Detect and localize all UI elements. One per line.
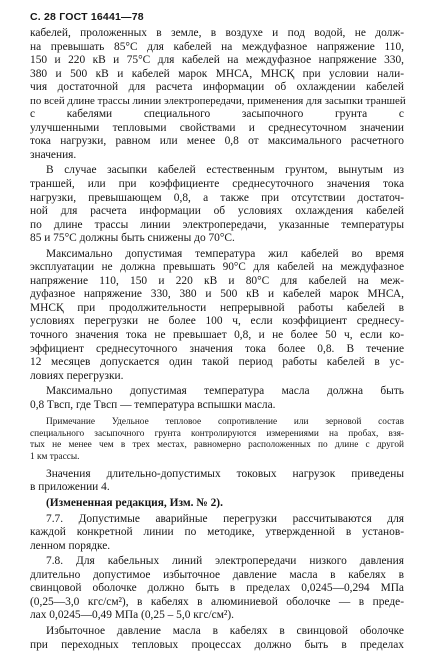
text-line: (Измененная редакция, Изм. № 2). — [30, 497, 404, 511]
amendment-note — [30, 497, 404, 511]
text-line: 7.8. Для кабельных линий электропередачи низкого давления — [30, 555, 404, 569]
note-line: Примечание Удельное тепловое сопротивление или зерновой состав — [30, 417, 404, 428]
paragraph-long-term-loads — [30, 468, 404, 495]
text-line: Значения длительно-допустимых токовых нагрузок приведены — [30, 468, 404, 482]
text-line: при переходных тепловых процессах должно быть в пределах — [30, 639, 404, 652]
text-line: по длине трассы линии электропередачи, указанные температуры — [30, 219, 404, 233]
text-line: 0,8 Tвсп, где Tвсп — температура вспышки масла. — [30, 399, 404, 413]
text-line: лах 0,0245—0,49 МПа (0,25 – 5,0 кгс/см²). — [30, 609, 404, 623]
document-page — [30, 11, 404, 652]
running-header: С. 28 ГОСТ 16441—78 — [30, 11, 404, 23]
text-line: Избыточное давление масла в кабелях в свинцовой оболочке — [30, 625, 404, 639]
text-line: 12 месяцев допускается один такой период работы кабелей в ус- — [30, 356, 404, 370]
text-line: эффициент среднесуточного значения тока более 0,8. В течение — [30, 343, 404, 357]
text-line: 150 и 220 кВ и 75°С для кабелей на междуфазное напряжение 330, — [30, 54, 404, 68]
note-line: специального засыпочного грунта контролируются измерениями на пробах, взя- — [30, 429, 404, 440]
paragraph-max-oil-temperature — [30, 385, 404, 412]
text-line: свинцовой оболочке должно быть в пределах 0,0245—0,294 МПа — [30, 582, 404, 596]
text-line: с кабелями специального засыпочного грунта с — [30, 108, 404, 122]
text-line: ленном порядке. — [30, 540, 404, 554]
text-line: условиях перегрузки не более 100 ч, если коэффициент среднесу- — [30, 315, 404, 329]
text-line: 85 и 75°С должны быть снижены до 70°С. — [30, 232, 404, 246]
paragraph-transient-oil-pressure — [30, 625, 404, 652]
paragraph-max-conductor-temperature — [30, 248, 404, 383]
text-line: тока нагрузки, равном или менее 0,8 от максимального расчетного — [30, 135, 404, 149]
text-line: каждой конкретной линии по методике, утвержденной в установ- — [30, 526, 404, 540]
text-line: 380 и 500 кВ и кабелей марок МНСА, МНСҚ при условии нали- — [30, 68, 404, 82]
text-line: улучшенными тепловыми свойствами и среднесуточном значении — [30, 122, 404, 136]
text-line: дуфазное напряжение 330, 380 и 500 кВ и кабелей марок МНСА, — [30, 288, 404, 302]
text-line: Максимально допустимая температура жил кабелей во время — [30, 248, 404, 262]
text-line: чия достаточной для расчета информации об охлаждении кабелей — [30, 81, 404, 95]
text-line: длительно допустимое избыточное давление масла в кабелях в — [30, 569, 404, 583]
text-line: на превышать 85°С для кабелей на междуфазное напряжение 110, — [30, 41, 404, 55]
text-line: (0,25—3,0 кгс/см²), в кабелях в алюминиевой оболочке — в преде- — [30, 596, 404, 610]
text-line: нагрузки, превышающем 0,8, а также при отсутствии достаточ- — [30, 192, 404, 206]
note-line: тых не менее чем в трех местах, равномерно расположенных по длине с другой — [30, 440, 404, 451]
text-line: напряжение 110, 150 и 220 кВ и 80°С для кабелей на меж- — [30, 275, 404, 289]
text-line: ловиях перегрузки. — [30, 370, 404, 384]
text-line: 7.7. Допустимые аварийные перегрузки рассчитываются для — [30, 513, 404, 527]
note-line: 1 км трассы. — [30, 452, 404, 463]
note-soil-resistance — [30, 417, 404, 463]
text-line: В случае засыпки кабелей естественным грунтом, вынутым из — [30, 164, 404, 178]
text-line: в приложении 4. — [30, 481, 404, 495]
text-line: ной для расчета информации об условиях охлаждения кабелей — [30, 205, 404, 219]
text-line: Максимально допустимая температура масла должна быть — [30, 385, 404, 399]
text-line: МНСҚ при продолжительности непрерывной работы кабелей в — [30, 302, 404, 316]
paragraph-natural-soil-backfill — [30, 164, 404, 245]
paragraph-cable-temperature-limits — [30, 27, 404, 162]
text-line: траншей, или при коэффициенте среднесуточного значения тока — [30, 178, 404, 192]
text-line: значения. — [30, 149, 404, 163]
clause-7-7 — [30, 513, 404, 554]
text-line: по всей длине трассы линии электропередачи, применения для засыпки траншей — [30, 95, 404, 109]
text-line: эксплуатации не должна превышать 90°С для кабелей на междуфазное — [30, 261, 404, 275]
text-line: точного значения тока не превышает 0,8, и не более 50 ч, если ко- — [30, 329, 404, 343]
text-line: кабелей, проложенных в земле, в воздухе и под водой, не долж- — [30, 27, 404, 41]
clause-7-8 — [30, 555, 404, 623]
